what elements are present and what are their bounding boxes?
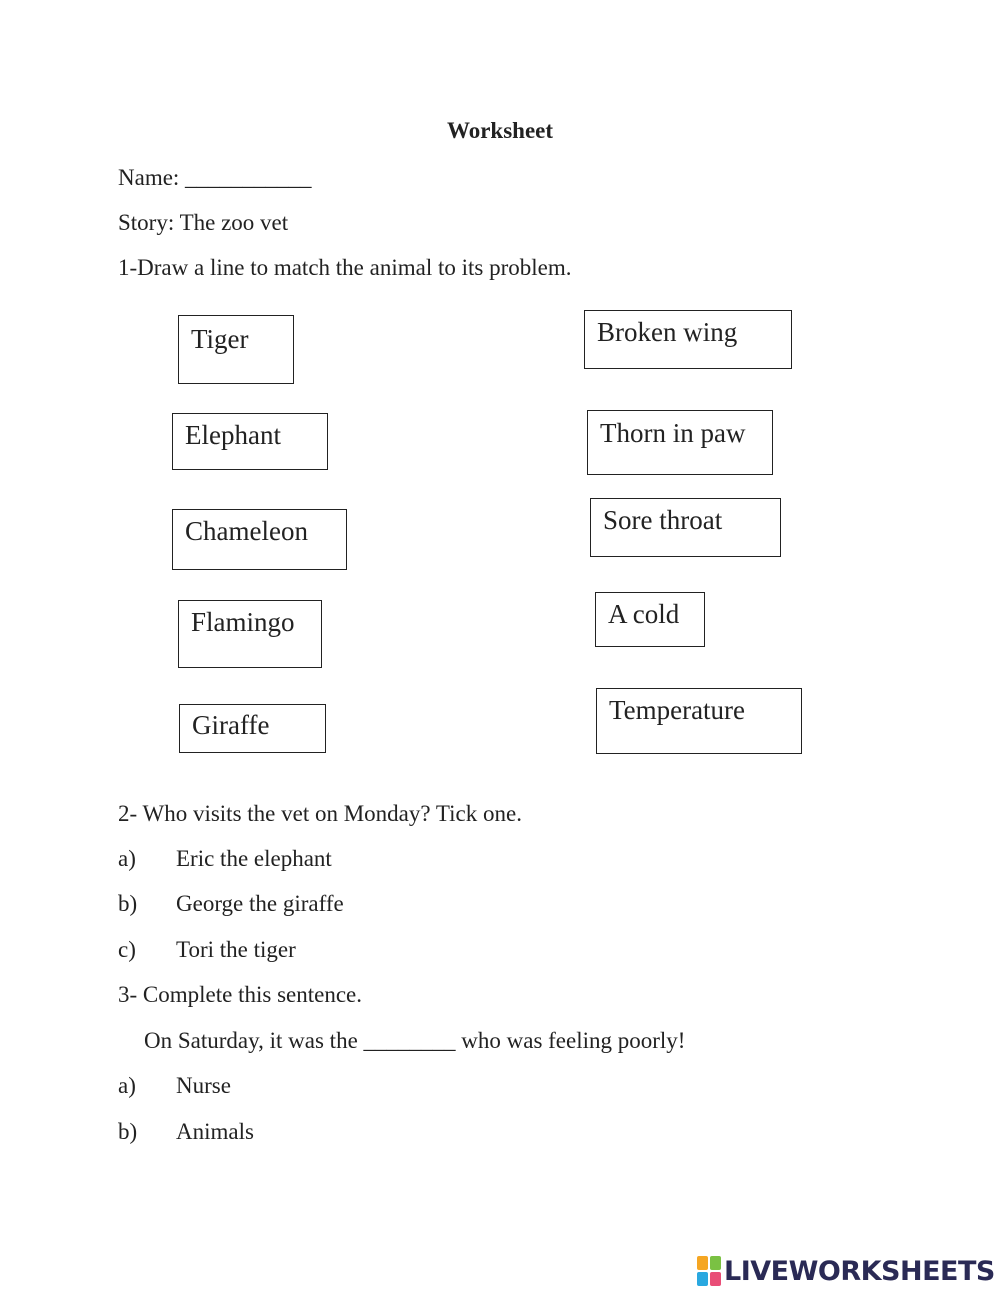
worksheet-title: Worksheet	[446, 118, 554, 143]
q3-option-b-letter: b)	[118, 1119, 138, 1144]
question-1-prompt: 1-Draw a line to match the animal to its problem.	[118, 255, 572, 280]
q3-sentence: On Saturday, it was the ________ who was feeling poorly!	[144, 1028, 686, 1053]
q2-option-a-letter: a)	[118, 846, 136, 871]
animal-box-flamingo: Flamingo	[178, 600, 322, 668]
problem-box-sore-throat: Sore throat	[590, 498, 781, 557]
q2-option-a-text: Eric the elephant	[176, 846, 332, 871]
question-2-prompt: 2- Who visits the vet on Monday? Tick one.	[118, 801, 522, 826]
problem-box-a-cold: A cold	[595, 592, 705, 647]
liveworksheets-wordmark: LIVEWORKSHEETS	[724, 1255, 995, 1287]
animal-box-chameleon: Chameleon	[172, 509, 347, 570]
story-line: Story: The zoo vet	[118, 210, 289, 235]
question-3-prompt: 3- Complete this sentence.	[118, 982, 362, 1007]
problem-box-thorn-in-paw: Thorn in paw	[587, 410, 773, 475]
q2-option-c-text: Tori the tiger	[176, 937, 296, 962]
animal-box-elephant: Elephant	[172, 413, 328, 470]
liveworksheets-logo	[697, 1254, 995, 1288]
q2-option-b-text: George the giraffe	[176, 891, 344, 916]
liveworksheets-mark-icon	[697, 1256, 721, 1286]
q2-option-c-letter: c)	[118, 937, 136, 962]
q2-option-b-letter: b)	[118, 891, 138, 916]
q3-option-a-letter: a)	[118, 1073, 136, 1098]
animal-box-giraffe: Giraffe	[179, 704, 326, 753]
problem-box-broken-wing: Broken wing	[584, 310, 792, 369]
name-line: Name: ___________	[118, 165, 312, 190]
animal-box-tiger: Tiger	[178, 315, 294, 384]
q3-option-b-text: Animals	[176, 1119, 254, 1144]
problem-box-temperature: Temperature	[596, 688, 802, 754]
q3-option-a-text: Nurse	[176, 1073, 231, 1098]
